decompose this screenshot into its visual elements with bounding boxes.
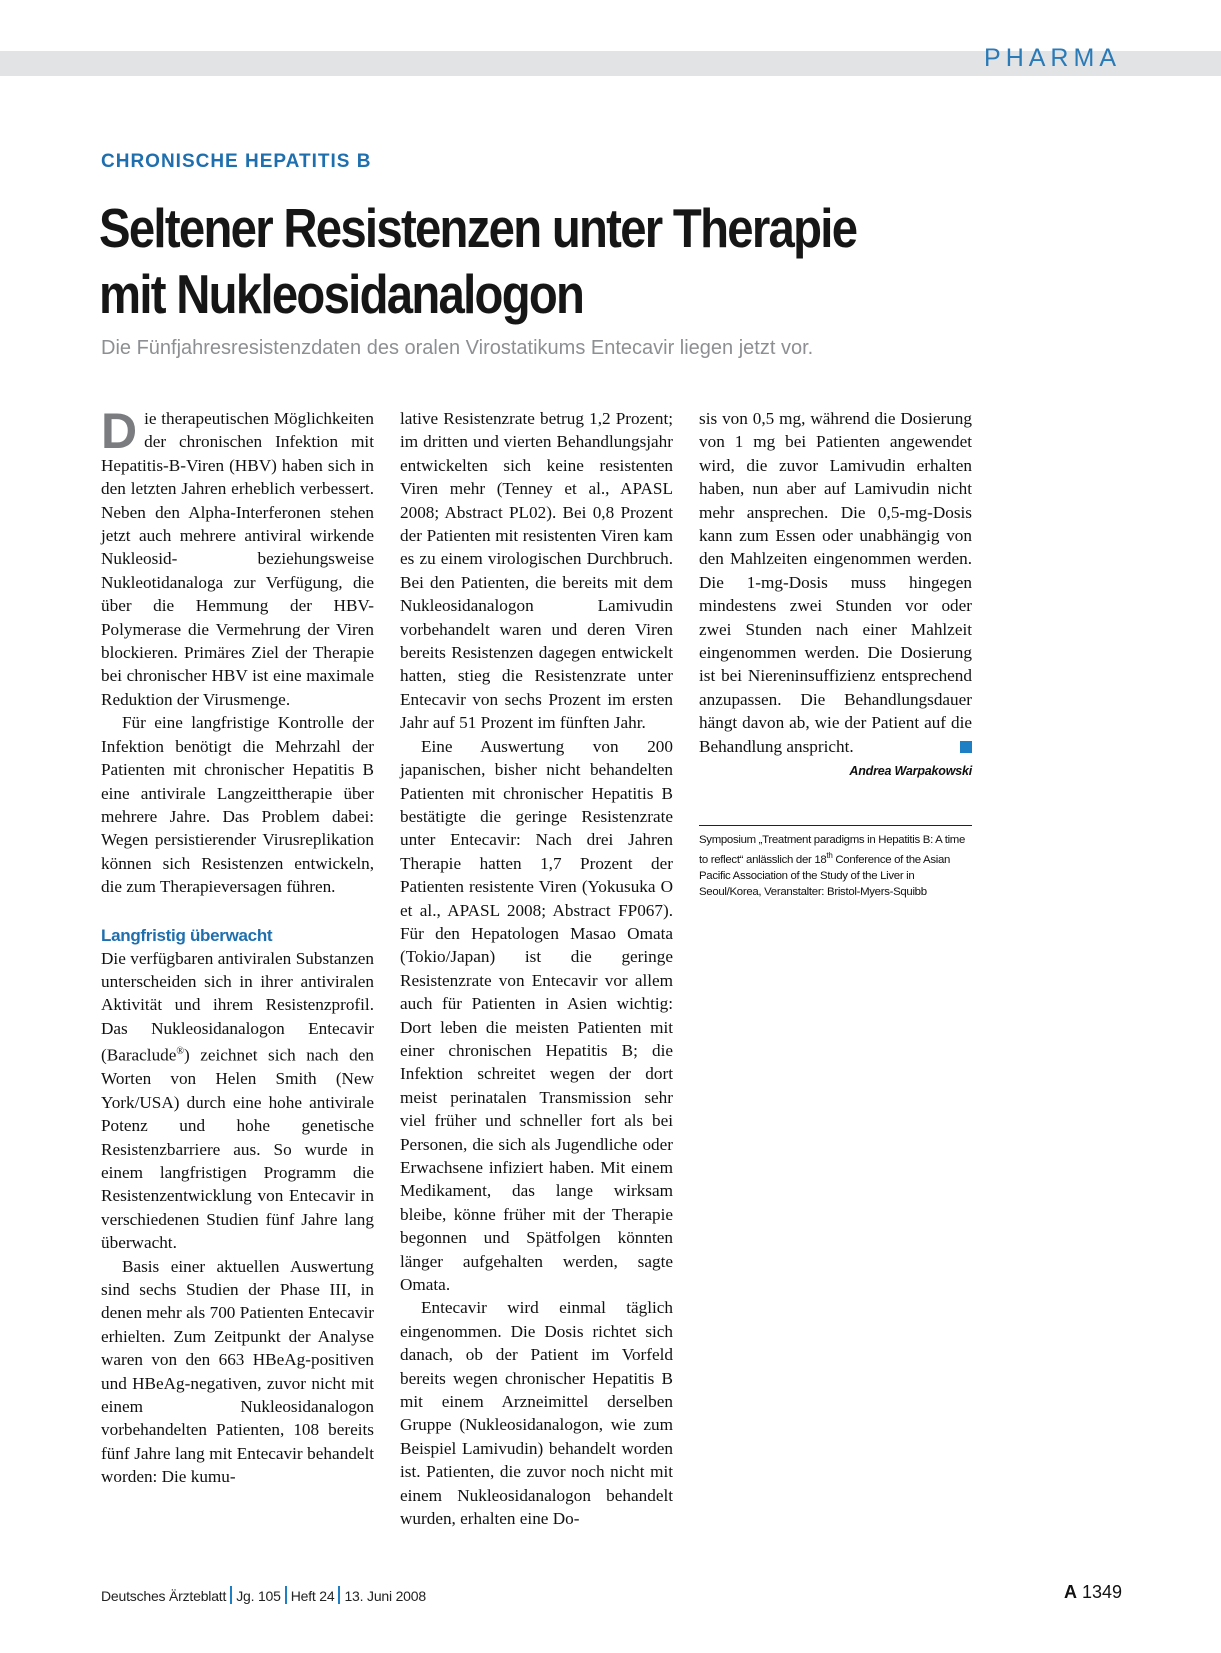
footer-separator bbox=[338, 1586, 340, 1604]
paragraph bbox=[699, 407, 972, 758]
info-superscript: th bbox=[826, 851, 833, 861]
info-text: Symposium „Treatment paradigms in Hepatitis B: A time to reflect“ anlässlich der 18 bbox=[699, 834, 966, 866]
section-label: PHARMA bbox=[984, 44, 1121, 72]
issue-date: 13. Juni 2008 bbox=[344, 1588, 426, 1604]
registered-mark: ® bbox=[176, 1046, 184, 1058]
footer-separator bbox=[230, 1586, 232, 1604]
paragraph-text: Die verfügbaren antiviralen Substanzen unterscheiden sich in ihrer antiviralen Aktivität und ihrem Resistenzprofil. Das Nukleosidanalogon Entecavir (Baraclude bbox=[101, 948, 374, 1065]
headline-line-1: Seltener Resistenzen unter Therapie bbox=[99, 197, 857, 259]
paragraph: Für eine langfristige Kontrolle der Infektion benötigt die Mehrzahl der Patienten mit chronischer Hepatitis B eine antivirale Langzeittherapie über mehrere Jahre. Das Problem dabei: Wegen persistierender Virusreplikation können sich Resistenzen entwickeln, die zum Therapieversagen führen. bbox=[101, 713, 374, 897]
paragraph bbox=[101, 947, 374, 1255]
section-subheading: Langfristig überwacht bbox=[101, 925, 273, 945]
headline-line-2: mit Nukleosidanalogon bbox=[99, 263, 584, 325]
paragraph: Eine Auswertung von 200 japanischen, bisher nicht behandelten Patienten mit chronischer Hepatitis B bestätigte die geringe Resistenzrate unter Entecavir: Nach drei Jahren Therapie hatten 1,7 Prozent der Patienten resistente Viren (Yokusuka O et al., APASL 2008; Abstract FP067). Für den Hepatologen Masao Omata (Tokio/Japan) ist die geringe Resistenzrate von Entecavir vor allem auch für Patienten in Asien wichtig: Dort leben die meisten Patienten mit einer chronischen Hepatitis B; die Infektion schreitet wegen der dort meist perinatalen Transmission sehr viel früher und schneller fort als bei Personen, die sich als Jugendliche oder Erwachsene infiziert haben. Mit einem Medikament, das lange wirksam bleibe, könne früher mit der Therapie begonnen und Spätfolgen könnten länger aufgehalten werden, sagte Omata. bbox=[400, 736, 673, 1295]
paragraph-intro bbox=[101, 403, 374, 711]
paragraph-text: ) zeichnet sich nach den Worten von Helen Smith (New York/USA) durch eine hohe antivirale Potenz und hohe genetische Resistenzbarriere aus. So wurde in einem langfristigen Programm die Resistenzentwicklung von Entecavir in verschiedenen Studien fünf Jahre lang überwacht. bbox=[101, 1045, 374, 1253]
journal-name: Deutsches Ärzteblatt bbox=[101, 1588, 227, 1604]
drop-cap: D bbox=[101, 403, 138, 459]
paragraph-intro-text: ie therapeutischen Möglichkeiten der chronischen Infektion mit Hepatitis-B-Viren (HBV) haben sich in den letzten Jahren erheblich verbessert. Neben den Alpha-Interferonen stehen jetzt auch mehrere antiviral wirkende Nukleosid- beziehungsweise Nukleotidanaloga zur Verfügung, die über die Hemmung der HBV-Polymerase die Vermehrung der Viren blockieren. Primäres Ziel der Therapie bei chronischer HBV ist eine maximale Reduktion der Virusmenge. bbox=[101, 409, 374, 709]
paragraph: Entecavir wird einmal täglich eingenommen. Die Dosis richtet sich danach, ob der Patient im Vorfeld bereits wegen chronischer Hepatitis B mit einem Arzneimittel derselben Gruppe (Nukleosidanalogon, wie zum Beispiel Lamivudin) behandelt worden ist. Patienten, die zuvor noch nicht mit einem Nukleosidanalogon behandelt wurden, erhalten eine Do- bbox=[400, 1298, 673, 1529]
page-number-value: 1349 bbox=[1081, 1582, 1122, 1602]
page-footer bbox=[101, 1586, 426, 1604]
paragraph: lative Resistenzrate betrug 1,2 Prozent; im dritten und vierten Behandlungsjahr entwickelten sich keine resistenten Viren mehr (Tenney et al., APASL 2008; Abstract PL02). Bei 0,8 Prozent der Patienten mit resistenten Viren kam es zu einem virologischen Durchbruch. Bei den Patienten, die bereits mit dem Nukleosidanalogon Lamivudin vorbehandelt waren und deren Viren bereits Resistenzen dagegen entwickelt hatten, stieg die Resistenzrate unter Entecavir von sechs Prozent im ersten Jahr auf 51 Prozent im fünften Jahr. bbox=[400, 409, 673, 733]
journal-volume: Jg. 105 bbox=[236, 1588, 281, 1604]
article-subtitle: Die Fünfjahresresistenzdaten des oralen Virostatikums Entecavir liegen jetzt vor. bbox=[101, 337, 814, 359]
journal-issue: Heft 24 bbox=[290, 1588, 335, 1604]
article-column-3 bbox=[699, 407, 972, 784]
page-number bbox=[1064, 1582, 1122, 1603]
footer-separator bbox=[285, 1586, 287, 1604]
symposium-info-box bbox=[699, 825, 972, 900]
info-text: Conference of the Asian Pacific Association of the Study of the Liver in Seoul/Korea, Veranstalter: Bristol-Myers-Squibb bbox=[699, 853, 951, 899]
end-of-article-square-icon bbox=[960, 741, 972, 753]
article-headline bbox=[99, 195, 993, 327]
author-name: Andrea Warpakowski bbox=[849, 764, 972, 779]
page-prefix: A bbox=[1063, 1582, 1077, 1602]
paragraph: Basis einer aktuellen Auswertung sind sechs Studien der Phase III, in denen mehr als 700 Patienten Entecavir erhielten. Zum Zeitpunkt der Analyse waren von den 663 HBeAg-positiven und HBeAg-negativen, zuvor nicht mit einem Nukleosidanalogon vorbehandelten Patienten, 108 bereits fünf Jahre lang mit Entecavir behandelt worden: Die kumu- bbox=[101, 1256, 374, 1487]
paragraph-text: sis von 0,5 mg, während die Dosierung von 1 mg bei Patienten angewendet wird, die zuvor Lamivudin erhalten haben, nun aber auf Lamivudin nicht mehr ansprechen. Die 0,5-mg-Dosis kann zum Essen oder unabhängig von den Mahlzeiten eingenommen werden. Die 1-mg-Dosis muss hingegen mindestens zwei Stunden vor oder zwei Stunden nach einer Mahlzeit eingenommen werden. Die Dosierung ist bei Niereninsuffizienz entsprechend anzupassen. Die Behandlungsdauer hängt davon ab, wie der Patient auf die Behandlung anspricht. bbox=[699, 409, 972, 756]
article-column-2 bbox=[400, 407, 673, 1531]
article-column-1 bbox=[101, 403, 374, 1489]
article-kicker: CHRONISCHE HEPATITIS B bbox=[101, 151, 372, 172]
